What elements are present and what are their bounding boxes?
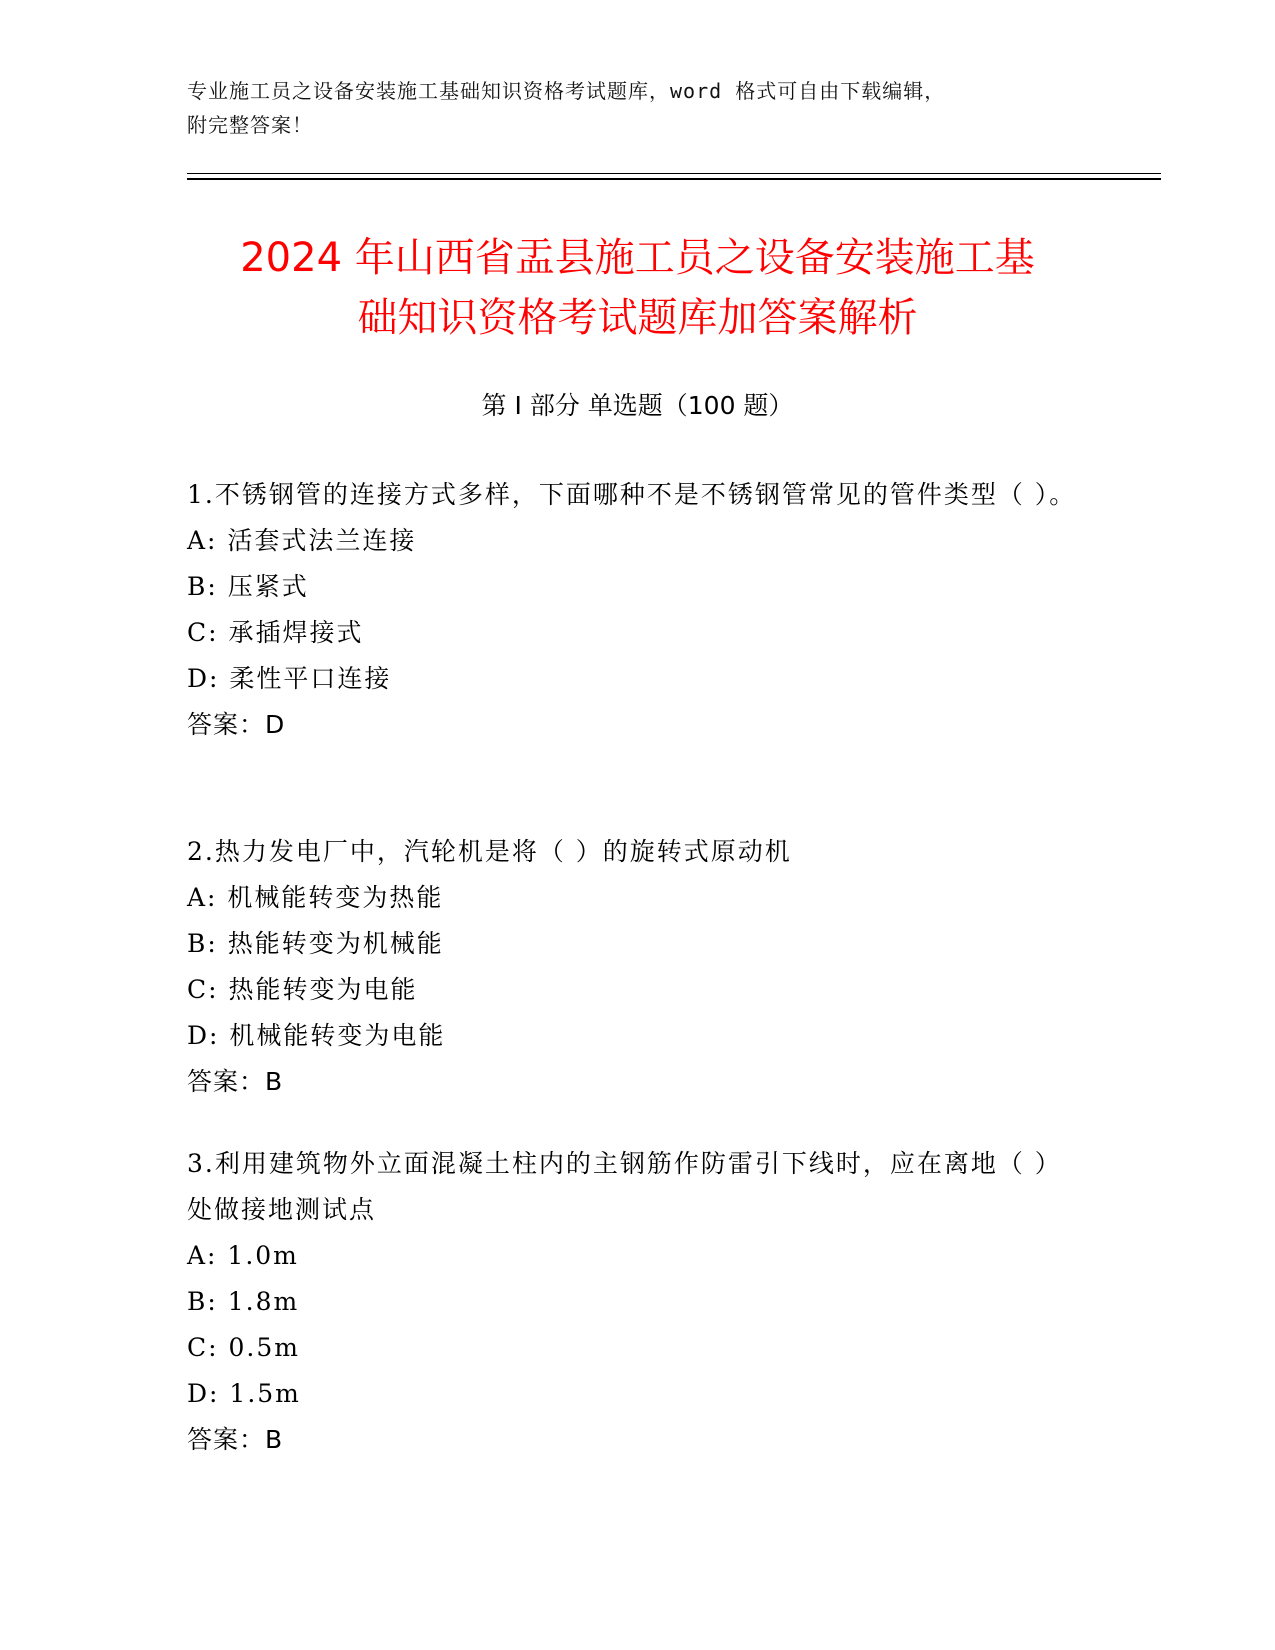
header-rule-top [187,173,1161,174]
question-stem: 2.热力发电厂中，汽轮机是将（ ）的旋转式原动机 [187,837,792,866]
question-3 [187,1141,1087,1463]
header-rule-bottom [187,178,1161,180]
option-d: D: 1.5m [187,1379,301,1408]
option-b: B: 热能转变为机械能 [187,929,444,958]
option-b: B: 1.8m [187,1287,300,1316]
option-a: A: 1.0m [187,1241,299,1270]
document-title-line-2: 础知识资格考试题库加答案解析 [357,295,918,341]
option-c: C: 热能转变为电能 [187,975,418,1004]
option-c: C: 0.5m [187,1333,300,1362]
option-a: A: 活套式法兰连接 [187,526,417,555]
answer: 答案：B [187,1425,284,1454]
answer: 答案：D [187,710,286,739]
question-1 [187,472,1087,748]
option-d: D: 柔性平口连接 [187,664,392,693]
header-note-line-2: 附完整答案！ [187,113,313,137]
document-title-line-1: 2024 年山西省盂县施工员之设备安装施工基 [240,235,1035,281]
header-note-line-1: 专业施工员之设备安装施工基础知识资格考试题库，word 格式可自由下载编辑， [187,79,946,103]
question-stem: 1.不锈钢管的连接方式多样，下面哪种不是不锈钢管常见的管件类型（ ）。 [187,480,1077,509]
option-c: C: 承插焊接式 [187,618,364,647]
question-2 [187,829,1087,1105]
option-d: D: 机械能转变为电能 [187,1021,446,1050]
question-stem: 3.利用建筑物外立面混凝土柱内的主钢筋作防雷引下线时，应在离地（ ）处做接地测试点 [187,1149,1062,1224]
option-b: B: 压紧式 [187,572,309,601]
option-a: A: 机械能转变为热能 [187,883,444,912]
section-heading: 第 I 部分 单选题（100 题） [481,391,794,420]
answer: 答案：B [187,1067,284,1096]
header-note [187,74,1087,142]
document-title [150,228,1125,348]
